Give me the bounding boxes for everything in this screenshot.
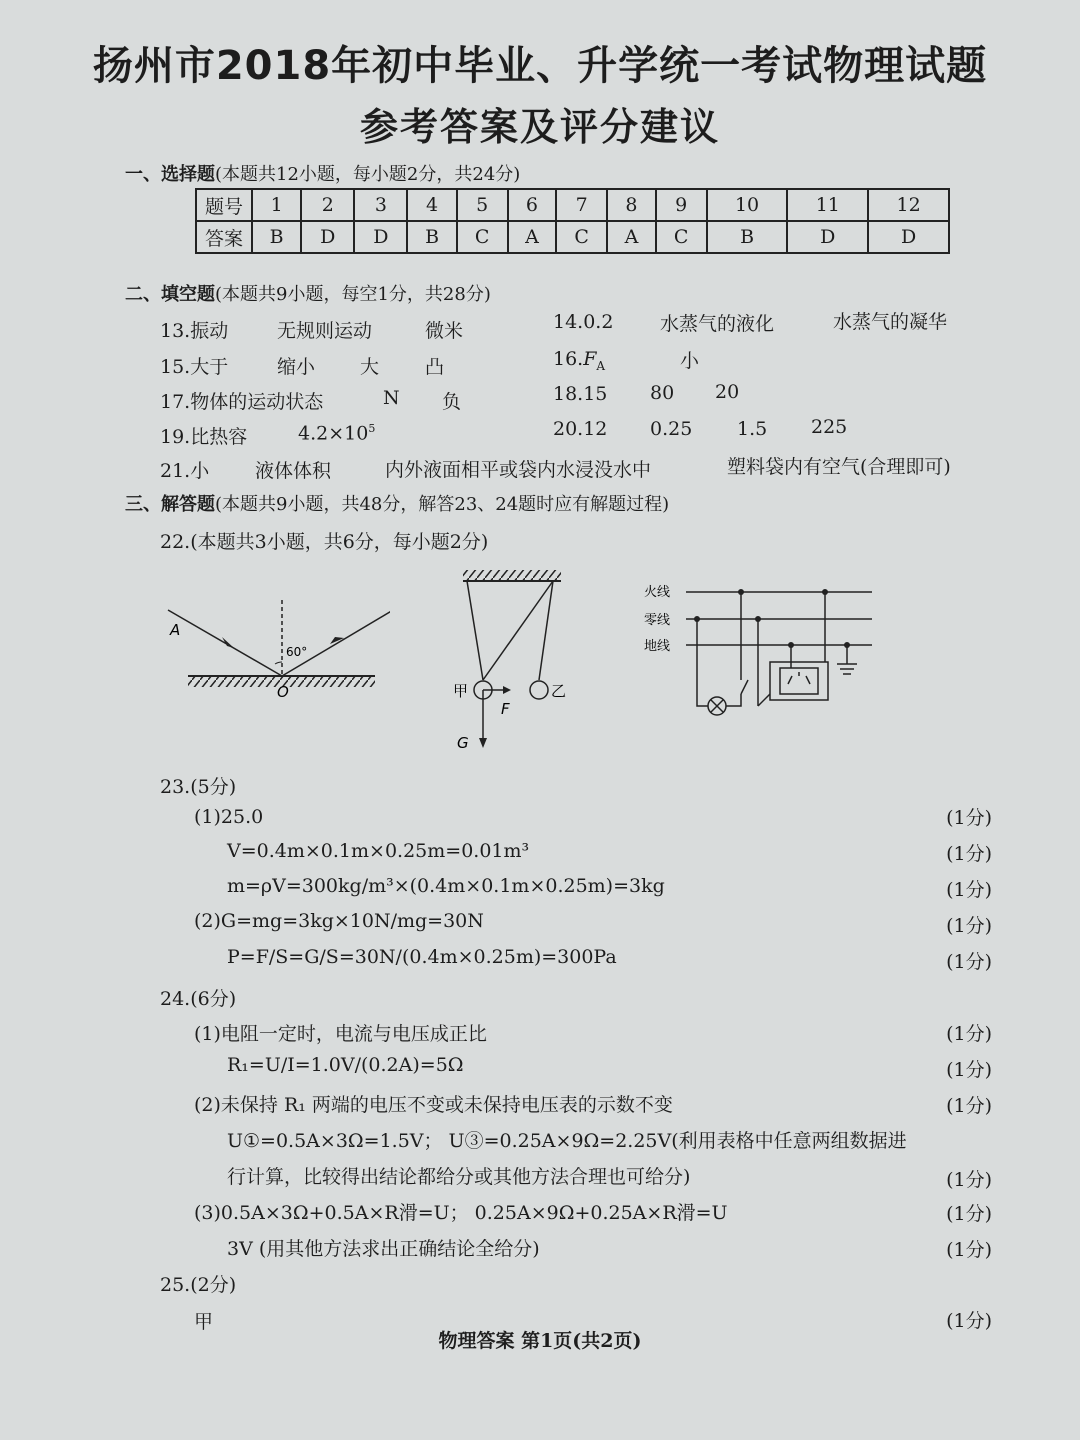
q14-answer-2: 水蒸气的液化	[660, 313, 775, 335]
q22-heading: 22.(本题共3小题，共6分，每小题2分)	[160, 531, 489, 553]
ball-yi-label: 乙	[551, 682, 567, 700]
q17-answer-2: N	[383, 387, 400, 409]
q19-answer-2	[298, 422, 375, 444]
force-g-arrow-icon	[479, 738, 487, 748]
q18-answer-3: 20	[715, 381, 740, 403]
q19-answer-1: 19.比热容	[160, 426, 248, 448]
q16-answer-2: 小	[680, 350, 700, 372]
angle-label: 60°	[286, 645, 308, 659]
table-cell: 1	[252, 189, 301, 221]
q21-answer-4: 塑料袋内有空气(合理即可)	[727, 456, 951, 478]
score-note: (1分)	[946, 1169, 992, 1191]
section3-title: 三、解答题	[125, 494, 215, 515]
ground-wire-label: 地线	[644, 639, 671, 654]
table-cell: 7	[556, 189, 607, 221]
table-cell: B	[707, 221, 788, 253]
score-note: (1分)	[946, 1059, 992, 1081]
q15-answer-2: 缩小	[277, 356, 316, 378]
section1-title: 一、选择题	[125, 164, 215, 185]
q18-answer-1: 18.15	[553, 383, 608, 405]
q18-answer-2: 80	[650, 382, 675, 404]
socket-slot	[788, 676, 792, 684]
table-cell: 3	[354, 189, 407, 221]
q15-answer-1: 15.大于	[160, 356, 229, 378]
choice-answer-table	[195, 188, 950, 254]
score-note: (1分)	[946, 879, 992, 901]
q16-number: 16.	[553, 348, 584, 370]
section2-heading	[125, 280, 491, 306]
table-row-numbers	[196, 189, 949, 221]
q23-heading: 23.(5分)	[160, 776, 237, 798]
switch-icon	[741, 680, 748, 694]
section2-note: (本题共9小题，每空1分，共28分)	[215, 284, 491, 305]
score-note: (1分)	[946, 807, 992, 829]
left-string-2	[483, 581, 553, 680]
q13-answer-3: 微米	[425, 320, 464, 342]
point-o-label: O	[277, 683, 289, 701]
table-cell: C	[656, 221, 707, 253]
q23-line-2: V=0.4m×0.1m×0.25m=0.01m³	[227, 840, 530, 862]
table-cell: D	[787, 221, 868, 253]
ball-jia-label: 甲	[453, 682, 469, 700]
q17-answer-3: 负	[442, 391, 462, 413]
socket-icon	[780, 668, 818, 694]
table-cell: 9	[656, 189, 707, 221]
q24-heading: 24.(6分)	[160, 988, 237, 1010]
q13-answer-1: 13.振动	[160, 320, 229, 342]
pendulum-diagram	[445, 568, 605, 758]
q24-line-4: U①=0.5A×3Ω=1.5V； U③=0.25A×9Ω=2.25V(利用表格中任意两组数据进	[227, 1130, 907, 1152]
q14-answer-1: 14.0.2	[553, 311, 614, 333]
q21-answer-1: 21.小	[160, 460, 210, 482]
row-head-number: 题号	[196, 189, 252, 221]
q20-answer-2: 0.25	[650, 418, 693, 440]
table-cell: D	[354, 221, 407, 253]
q21-answer-3: 内外液面相平或袋内水浸没水中	[385, 459, 652, 481]
force-f-label: F	[501, 700, 510, 718]
table-row-answers	[196, 221, 949, 253]
table-cell: 2	[301, 189, 354, 221]
q25-line-1: 甲	[194, 1311, 214, 1333]
table-cell: 11	[787, 189, 868, 221]
q23-line-3: m=ρV=300kg/m³×(0.4m×0.1m×0.25m)=3kg	[227, 875, 665, 897]
q19-exponent: 5	[368, 422, 376, 435]
q20-answer-3: 1.5	[737, 418, 768, 440]
live-wire-label: 火线	[644, 585, 671, 600]
page-subtitle: 参考答案及评分建议	[359, 105, 720, 149]
table-cell: B	[407, 221, 456, 253]
socket-neutral-link	[758, 694, 770, 706]
section3-note: (本题共9小题，共48分，解答23、24题时应有解题过程)	[215, 494, 670, 515]
section1-note: (本题共12小题，每小题2分，共24分)	[215, 164, 521, 185]
q15-answer-3: 大	[360, 356, 380, 378]
angle-arc	[275, 662, 282, 664]
score-note: (1分)	[946, 1239, 992, 1261]
q15-answer-4: 凸	[425, 356, 445, 378]
table-cell: B	[252, 221, 301, 253]
q13-answer-2: 无规则运动	[277, 320, 373, 342]
q14-answer-3: 水蒸气的凝华	[833, 311, 948, 333]
left-string	[467, 581, 483, 680]
q20-answer-4: 225	[811, 416, 848, 438]
page-footer: 物理答案 第1页(共2页)	[438, 1330, 642, 1352]
q24-line-1: (1)电阻一定时，电流与电压成正比	[194, 1023, 487, 1045]
row-head-answer: 答案	[196, 221, 252, 253]
section1-heading	[125, 160, 520, 186]
table-cell: 6	[508, 189, 557, 221]
q23-line-4: (2)G=mg=3kg×10N/mg=30N	[194, 910, 484, 932]
neutral-wire-label: 零线	[644, 613, 671, 628]
q24-line-6: (3)0.5A×3Ω+0.5A×R滑=U； 0.25A×9Ω+0.25A×R滑=U	[194, 1202, 728, 1224]
score-note: (1分)	[946, 1095, 992, 1117]
reflection-diagram	[160, 590, 390, 710]
ceiling-hatching	[463, 570, 561, 580]
switch-wire	[726, 694, 741, 706]
score-note: (1分)	[946, 1310, 992, 1332]
table-cell: 8	[607, 189, 656, 221]
circuit-diagram	[640, 578, 880, 728]
table-cell: C	[556, 221, 607, 253]
q16-answer-1	[553, 348, 605, 373]
q19-base: 4.2×10	[298, 422, 369, 445]
q24-line-3: (2)未保持 R₁ 两端的电压不变或未保持电压表的示数不变	[194, 1094, 673, 1116]
incident-ray	[168, 610, 282, 676]
q17-answer-1: 17.物体的运动状态	[160, 391, 324, 413]
table-cell: 10	[707, 189, 788, 221]
score-note: (1分)	[946, 1203, 992, 1225]
table-cell: A	[607, 221, 656, 253]
score-note: (1分)	[946, 1023, 992, 1045]
force-f-arrow-icon	[503, 686, 511, 694]
ball-yi	[530, 681, 548, 699]
force-g-label: G	[457, 734, 469, 752]
table-cell: D	[868, 221, 949, 253]
q16-subscript: A	[596, 358, 606, 373]
q20-answer-1: 20.12	[553, 418, 608, 440]
section2-title: 二、填空题	[125, 284, 215, 305]
table-cell: A	[508, 221, 557, 253]
score-note: (1分)	[946, 915, 992, 937]
table-cell: D	[301, 221, 354, 253]
q23-line-1: (1)25.0	[194, 806, 264, 828]
table-cell: 12	[868, 189, 949, 221]
q24-line-2: R₁=U/I=1.0V/(0.2A)=5Ω	[227, 1054, 464, 1076]
table-cell: C	[457, 221, 508, 253]
right-string	[539, 581, 553, 680]
socket-slot	[806, 676, 810, 684]
table-cell: 5	[457, 189, 508, 221]
q23-line-5: P=F/S=G/S=30N/(0.4m×0.25m)=300Pa	[227, 946, 617, 968]
section3-heading	[125, 490, 669, 516]
q21-answer-2: 液体体积	[255, 460, 332, 482]
q25-heading: 25.(2分)	[160, 1274, 237, 1296]
q24-line-7: 3V (用其他方法求出正确结论全给分)	[227, 1238, 540, 1260]
q16-variable: F	[583, 348, 597, 370]
score-note: (1分)	[946, 951, 992, 973]
q24-line-5: 行计算，比较得出结论都给分或其他方法合理也可给分)	[227, 1166, 691, 1188]
point-a-label: A	[170, 621, 181, 639]
score-note: (1分)	[946, 843, 992, 865]
lamp-wire	[697, 619, 708, 706]
page-title: 扬州市2018年初中毕业、升学统一考试物理试题	[92, 43, 988, 89]
table-cell: 4	[407, 189, 456, 221]
